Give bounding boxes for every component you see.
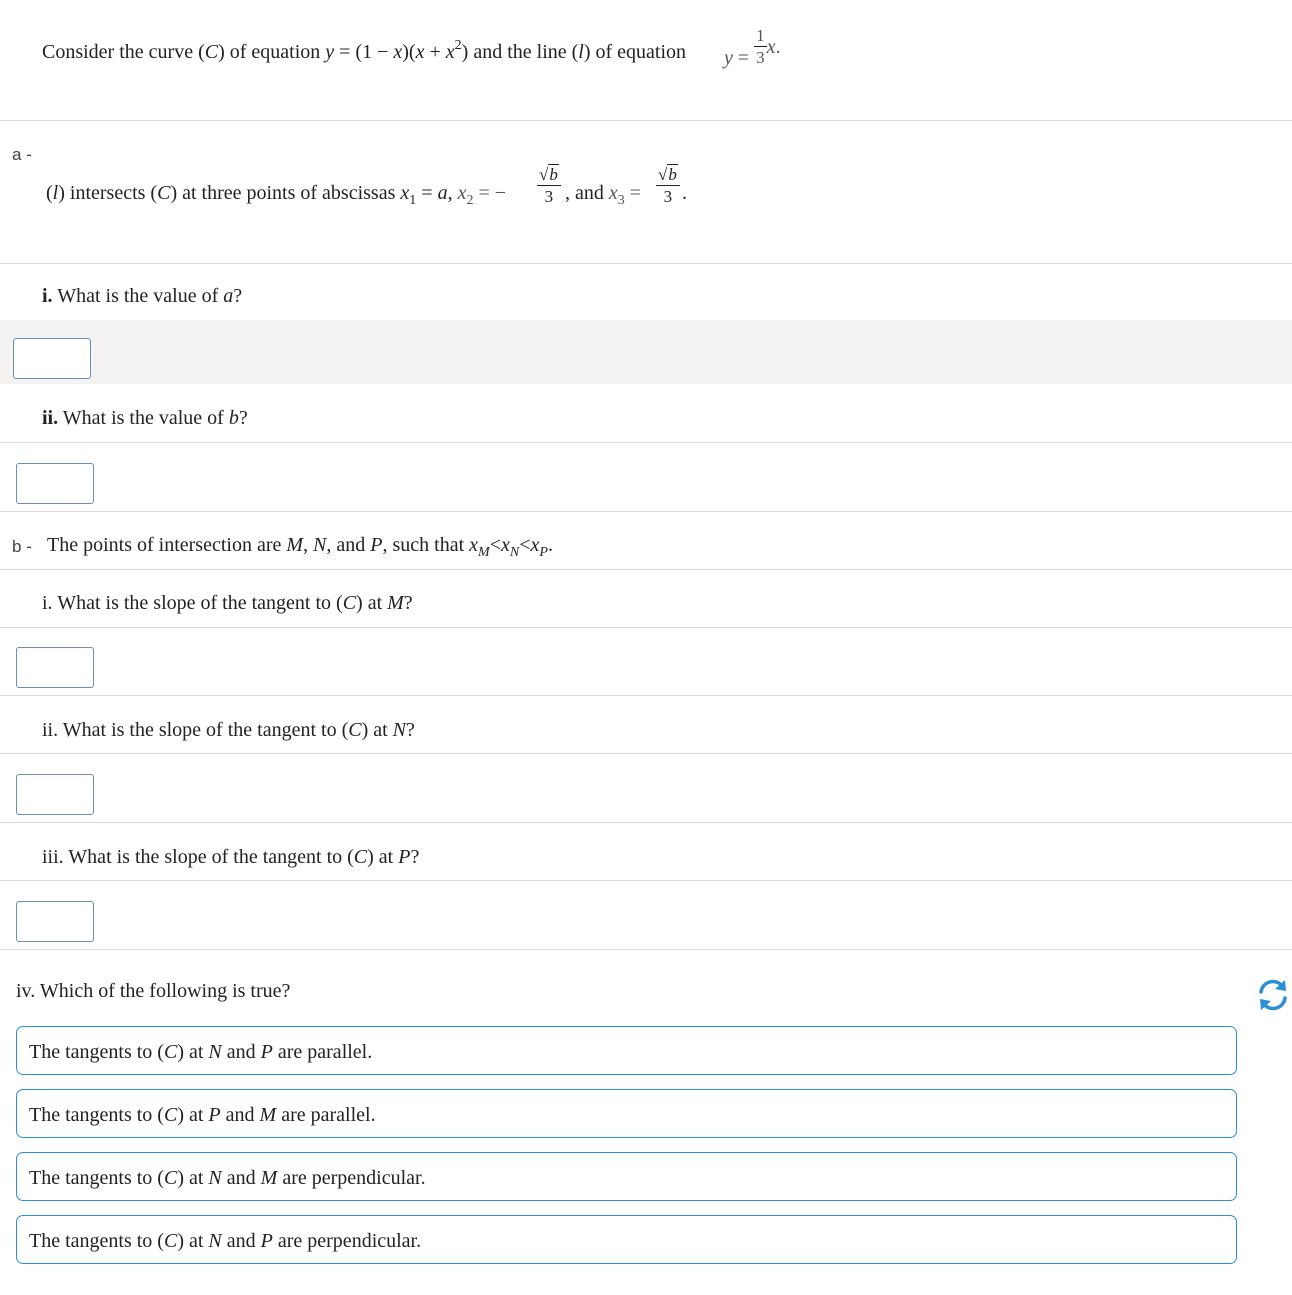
question-a-ii: ii. What is the value of b? — [42, 407, 248, 429]
part-a-end: . — [682, 182, 687, 204]
divider — [0, 511, 1292, 512]
answer-input-a-i[interactable] — [13, 338, 91, 379]
intro-statement: Consider the curve (C) of equation $y = (1 - x)(x + x^2)$ and the line (l) of equation — [42, 38, 687, 63]
option-3-label: The tangents to (C) at N and M are perpendicular. — [29, 1167, 426, 1189]
answer-input-a-ii[interactable] — [16, 463, 94, 504]
line-equation: y = $\frac{1}{3}$ x. — [724, 26, 781, 70]
x3-fraction: $\frac{√b}{3}$ — [656, 166, 680, 205]
x2-fraction: $\frac{√b}{3}$ — [537, 166, 561, 205]
part-b-statement: The points of intersection are M, N, and P, such that $x_M<x_N<x_P$. — [47, 534, 553, 560]
part-a-statement-cont: , and $x_3$ = — [565, 182, 642, 208]
answer-input-b-iii[interactable] — [16, 901, 94, 942]
divider — [0, 949, 1292, 950]
question-b-i: i. What is the slope of the tangent to (C) at M? — [42, 592, 413, 614]
divider — [0, 442, 1292, 443]
option-3[interactable] — [16, 1152, 1237, 1201]
answer-row-highlight — [0, 320, 1292, 384]
divider — [0, 822, 1292, 823]
option-4-label: The tangents to (C) at N and P are perpendicular. — [29, 1230, 422, 1252]
one-third-fraction: $\frac{1}{3}$ — [756, 26, 765, 67]
part-b-label: b - — [12, 537, 32, 556]
part-a-statement: (l) intersects (C) at three points of abscissas $x_1 = a$, $x_2$ = − — [46, 182, 507, 208]
divider — [0, 120, 1292, 121]
refresh-icon[interactable] — [1255, 977, 1291, 1013]
divider — [0, 263, 1292, 264]
part-a-label: a - — [12, 145, 32, 164]
option-2[interactable] — [16, 1089, 1237, 1138]
divider — [0, 880, 1292, 881]
option-2-label: The tangents to (C) at P and M are parallel. — [29, 1104, 376, 1126]
divider — [0, 627, 1292, 628]
question-b-iv: iv. Which of the following is true? — [16, 980, 291, 1002]
divider — [0, 695, 1292, 696]
question-a-i: i. What is the value of a? — [42, 285, 243, 307]
answer-input-b-i[interactable] — [16, 647, 94, 688]
question-b-ii: ii. What is the slope of the tangent to (C) at N? — [42, 719, 415, 741]
divider — [0, 753, 1292, 754]
option-1[interactable] — [16, 1026, 1237, 1075]
question-b-iii: iii. What is the slope of the tangent to (C) at P? — [42, 846, 420, 868]
answer-input-b-ii[interactable] — [16, 774, 94, 815]
option-1-label: The tangents to (C) at N and P are parallel. — [29, 1041, 373, 1063]
option-4[interactable] — [16, 1215, 1237, 1264]
divider — [0, 569, 1292, 570]
